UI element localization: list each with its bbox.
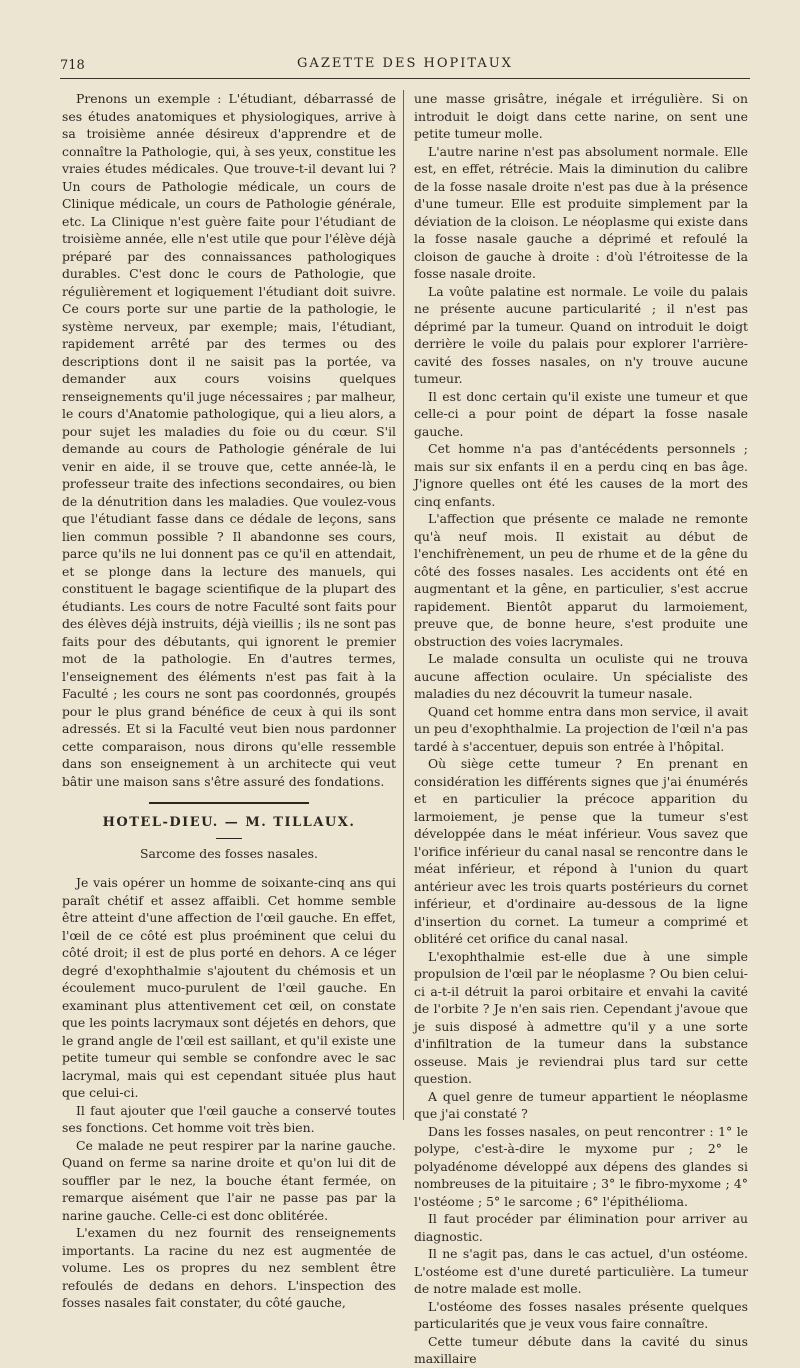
article-paragraph: Il faut ajouter que l'œil gauche a conservé toutes ses fonctions. Cet homme voit très bien.	[62, 1102, 396, 1135]
paragraph: Cet homme n'a pas d'antécédents personnels ; mais sur six enfants il en a perdu cinq en bas âge. J'ignore quelles ont été les causes de la mort des cinq enfants.	[414, 441, 748, 509]
right-column	[414, 90, 748, 1366]
paragraph: La voûte palatine est normale. Le voile du palais ne présente aucune particularité ; il n'est pas déprimé par la tumeur. Quand on introduit le doigt derrière le voile du palais pour explorer l'arrière-cavité des fosses nasales, on n'y trouve aucune tumeur.	[414, 283, 748, 386]
page-number: 718	[60, 58, 85, 73]
page-header	[60, 52, 750, 76]
paragraph: L'exophthalmie est-elle due à une simple propulsion de l'œil par le néoplasme ? Ou bien celui-ci a-t-il détruit la paroi orbitaire et envahi la cavité de l'orbite ? Je n'en sais rien. Cependant j'avoue que je suis disposé à admettre qu'il y a une sorte d'infiltration de la tumeur dans la substance osseuse. Mais je reviendrai plus tard sur cette question.	[414, 948, 748, 1086]
paragraph: Quand cet homme entra dans mon service, il avait un peu d'exophthalmie. La projection de l'œil n'a pas tardé à s'accentuer, depuis son entrée à l'hôpital.	[414, 703, 748, 754]
paragraph: Il est donc certain qu'il existe une tumeur et que celle-ci a pour point de départ la fosse nasale gauche.	[414, 388, 748, 439]
paragraph: Il ne s'agit pas, dans le cas actuel, d'un ostéome. L'ostéome est d'une dureté particulière. La tumeur de notre malade est molle.	[414, 1246, 748, 1296]
paragraph: A quel genre de tumeur appartient le néoplasme que j'ai constaté ?	[414, 1088, 748, 1121]
article-paragraph: L'examen du nez fournit des renseignements importants. La racine du nez est augmentée de volume. Les os propres du nez semblent être refoulés de dedans en dehors. L'inspection des fosses nasales fait constater, du côté gauche,	[62, 1225, 396, 1310]
header-rule	[60, 78, 750, 79]
title-rule	[216, 838, 242, 839]
section-separator	[149, 802, 309, 804]
intro-paragraph: Prenons un exemple : L'étudiant, débarrassé de ses études anatomiques et physiologiques, arrive à sa troisième année désireux d'apprendre et de connaître la Pathologie, qui, à ses yeux, constitue les vraies études médicales. Que trouve-t-il devant lui ? Un cours de Pathologie médicale, un cours de Clinique médicale, un cours de Pathologie générale, etc. La Clinique n'est guère faite pour l'étudiant de troisième année, elle n'est utile que pour l'élève déjà préparé par des connaissances pathologiques durables. C'est donc le cours de Pathologie, que régulièrement et logiquement l'étudiant doit suivre. Ce cours porte sur une partie de la pathologie, le système nerveux, par exemple; mais, l'étudiant, rapidement arrêté par des termes ou des descriptions dont il ne saisit pas la portée, va demander aux cours voisins quelques renseignements qu'il juge nécessaires ; par malheur, le cours d'Anatomie pathologique, qui a lieu alors, a pour sujet les maladies du foie ou du cœur. S'il demande au cours de Pathologie générale de lui venir en aide, il se trouve que, cette année-là, le professeur traite des infections secondaires, ou bien de la dénutrition dans les maladies. Que voulez-vous que l'étudiant fasse dans ce dédale de leçons, sans lien commun possible ? Il abandonne ses cours, parce qu'ils ne lui donnent pas ce qu'il en attendait, et se plonge dans la lecture des manuels, qui constituent le bagage scientifique de la plupart des étudiants. Les cours de notre Faculté sont faits pour des élèves déjà instruits, déjà vieillis ; ils ne sont pas faits pour des débutants, qui ignorent le premier mot de la pathologie. En d'autres termes, l'enseignement des éléments n'est pas fait à la Faculté ; les cours ne sont pas coordonnés, groupés pour le plus grand bénéfice de ceux à qui ils sont adressés. Et si la Faculté veut bien nous pardonner cette comparaison, nous dirons qu'elle ressemble dans son enseignement à un architecte qui veut bâtir une maison sans s'être assuré des fondations.	[62, 91, 396, 789]
paragraph: Cette tumeur débute dans la cavité du sinus maxillaire	[414, 1333, 748, 1366]
paragraph: L'affection que présente ce malade ne remonte qu'à neuf mois. Il existait au début de l'enchifrènement, un peu de rhume et de la gêne du côté des fosses nasales. Les accidents ont été en augmentant et la gêne, en particulier, s'est accrue rapidement. Bientôt apparut du larmoiement, preuve que, de bonne heure, s'est produite une obstruction des voies lacrymales.	[414, 511, 748, 649]
article-paragraph: Je vais opérer un homme de soixante-cinq ans qui paraît chétif et assez affaibli. Cet homme semble être atteint d'une affection de l'œil gauche. En effet, l'œil de ce côté est plus proéminent que celui du côté droit; il est de plus porté en dehors. A ce léger degré d'exophthalmie s'ajoutent du chémosis et un écoulement muco-purulent de l'œil gauche. En examinant plus attentivement cet œil, on constate que les points lacrymaux sont déjetés en dehors, que le grand angle de l'œil est saillant, et qu'il existe une petite tumeur qui semble se confondre avec le sac lacrymal, mais qui est cependant située plus haut que celui-ci.	[62, 875, 396, 1100]
paragraph: Dans les fosses nasales, on peut rencontrer : 1° le polype, c'est-à-dire le myxome pur ; 2° le polyadénome développé aux dépens des glandes si nombreuses de la pituitaire ; 3° le fibro-myxome ; 4° l'ostéome ; 5° le sarcome ; 6° l'épithélioma.	[414, 1123, 748, 1209]
paragraph: L'ostéome des fosses nasales présente quelques particularités que je veux vous faire connaître.	[414, 1298, 748, 1331]
paragraph: Où siège cette tumeur ? En prenant en considération les différents signes que j'ai énumérés et en particulier la précoce apparition du larmoiement, je pense que la tumeur s'est développée dans le méat inférieur. Vous savez que l'orifice inférieur du canal nasal se rencontre dans le méat inférieur, et répond à l'union du quart antérieur avec les trois quarts postérieurs du cornet inférieur, et d'ordinaire au-dessous de la ligne d'insertion du cornet. La tumeur a comprimé et oblitéré cet orifice du canal nasal.	[414, 756, 748, 946]
article-title: Sarcome des fosses nasales.	[140, 845, 318, 861]
paragraph: Le malade consulta un oculiste qui ne trouva aucune affection oculaire. Un spécialiste des maladies du nez découvrit la tumeur nasale.	[414, 651, 748, 701]
paragraph: Il faut procéder par élimination pour arriver au diagnostic.	[414, 1211, 748, 1244]
journal-title: GAZETTE DES HOPITAUX	[297, 56, 513, 71]
column-divider	[403, 90, 404, 1120]
paragraph: une masse grisâtre, inégale et irrégulière. Si on introduit le doigt dans cette narine, on sent une petite tumeur molle.	[414, 91, 748, 141]
article-paragraph: Ce malade ne peut respirer par la narine gauche. Quand on ferme sa narine droite et qu'on lui dit de souffler par le nez, la bouche étant fermée, on remarque aisément que l'air ne passe pas par la narine gauche. Celle-ci est donc oblitérée.	[62, 1137, 396, 1223]
paragraph: L'autre narine n'est pas absolument normale. Elle est, en effet, rétrécie. Mais la diminution du calibre de la fosse nasale droite n'est pas due à la présence d'une tumeur. Elle est produite simplement par la déviation de la cloison. Le néoplasme qui existe dans la fosse nasale gauche a déprimé et refoulé la cloison de gauche à droite : d'où l'étroitesse de la fosse nasale droite.	[414, 143, 748, 281]
left-column	[62, 90, 396, 1310]
section-title: HOTEL-DIEU. — M. TILLAUX.	[102, 815, 356, 830]
